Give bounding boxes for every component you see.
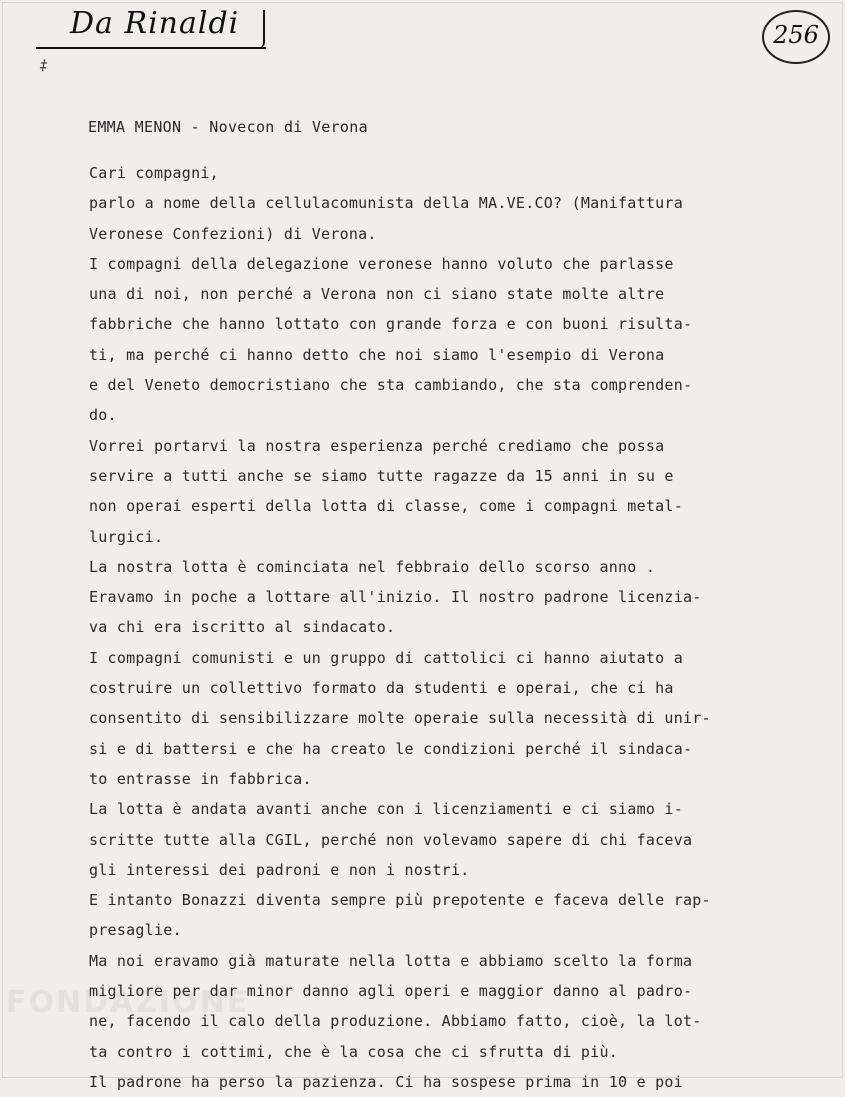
body-line: La lotta è andata avanti anche con i licenziamenti e ci siamo i- (89, 800, 683, 819)
body-line: La nostra lotta è cominciata nel febbraio dello scorso anno . (89, 557, 656, 576)
document-body (89, 158, 789, 1097)
body-line: ti, ma perché ci hanno detto che noi siamo l'esempio di Verona (89, 345, 665, 364)
page-number-circle (762, 10, 830, 64)
handwritten-bracket (255, 10, 265, 48)
body-line: I compagni della delegazione veronese hanno voluto che parlasse (89, 254, 674, 273)
body-line: Eravamo in poche a lottare all'inizio. Il nostro padrone licenzia- (89, 588, 702, 607)
page-number: 256 (773, 21, 819, 49)
body-line: fabbriche che hanno lottato con grande forza e con buoni risulta- (89, 315, 693, 334)
handwritten-mark: ‡ (40, 58, 47, 74)
body-line: Vorrei portarvi la nostra esperienza perché crediamo che possa (89, 436, 665, 455)
body-line: consentito di sensibilizzare molte operaie sulla necessità di unir- (89, 709, 711, 728)
body-line: gli interessi dei padroni e non i nostri. (89, 860, 470, 879)
body-line: lurgici. (89, 527, 164, 546)
body-line: una di noi, non perché a Verona non ci siano state molte altre (89, 285, 665, 304)
body-line: costruire un collettivo formato da studenti e operai, che ci ha (89, 679, 674, 698)
body-line: ta contro i cottimi, che è la cosa che ci sfrutta di più. (89, 1042, 619, 1061)
body-line: scritte tutte alla CGIL, perché non volevamo sapere di chi faceva (89, 830, 693, 849)
body-line: va chi era iscritto al sindacato. (89, 618, 396, 637)
body-line: E intanto Bonazzi diventa sempre più prepotente e faceva delle rap- (89, 891, 711, 910)
body-line: do. (89, 406, 117, 425)
body-line: Ma noi eravamo già maturate nella lotta e abbiamo scelto la forma (89, 951, 693, 970)
body-line: Veronese Confezioni) di Verona. (89, 224, 377, 243)
body-line: si e di battersi e che ha creato le condizioni perché il sindaca- (89, 739, 693, 758)
body-line: to entrasse in fabbrica. (89, 769, 312, 788)
handwritten-underline (36, 47, 266, 49)
body-line: parlo a nome della cellulacomunista della MA.VE.CO? (Manifattura (89, 194, 683, 213)
body-line: presaglie. (89, 921, 182, 940)
handwritten-note: Da Rinaldi (70, 6, 240, 41)
body-line: ne, facendo il calo della produzione. Abbiamo fatto, cioè, la lot- (89, 1012, 702, 1031)
body-line: Il padrone ha perso la pazienza. Ci ha sospese prima in 10 e poi (89, 1072, 683, 1091)
document-header: EMMA MENON - Novecon di Verona (88, 118, 368, 136)
body-line: migliore per dar minor danno agli operi e maggior danno al padro- (89, 982, 693, 1001)
body-line: I compagni comunisti e un gruppo di cattolici ci hanno aiutato a (89, 648, 683, 667)
body-line: Cari compagni, (89, 164, 219, 182)
body-line: servire a tutti anche se siamo tutte ragazze da 15 anni in su e (89, 466, 674, 485)
body-line: non operai esperti della lotta di classe, come i compagni metal- (89, 497, 683, 516)
body-line: e del Veneto democristiano che sta cambiando, che sta comprenden- (89, 376, 693, 395)
archive-watermark: FONDAZIONE (6, 985, 250, 1020)
